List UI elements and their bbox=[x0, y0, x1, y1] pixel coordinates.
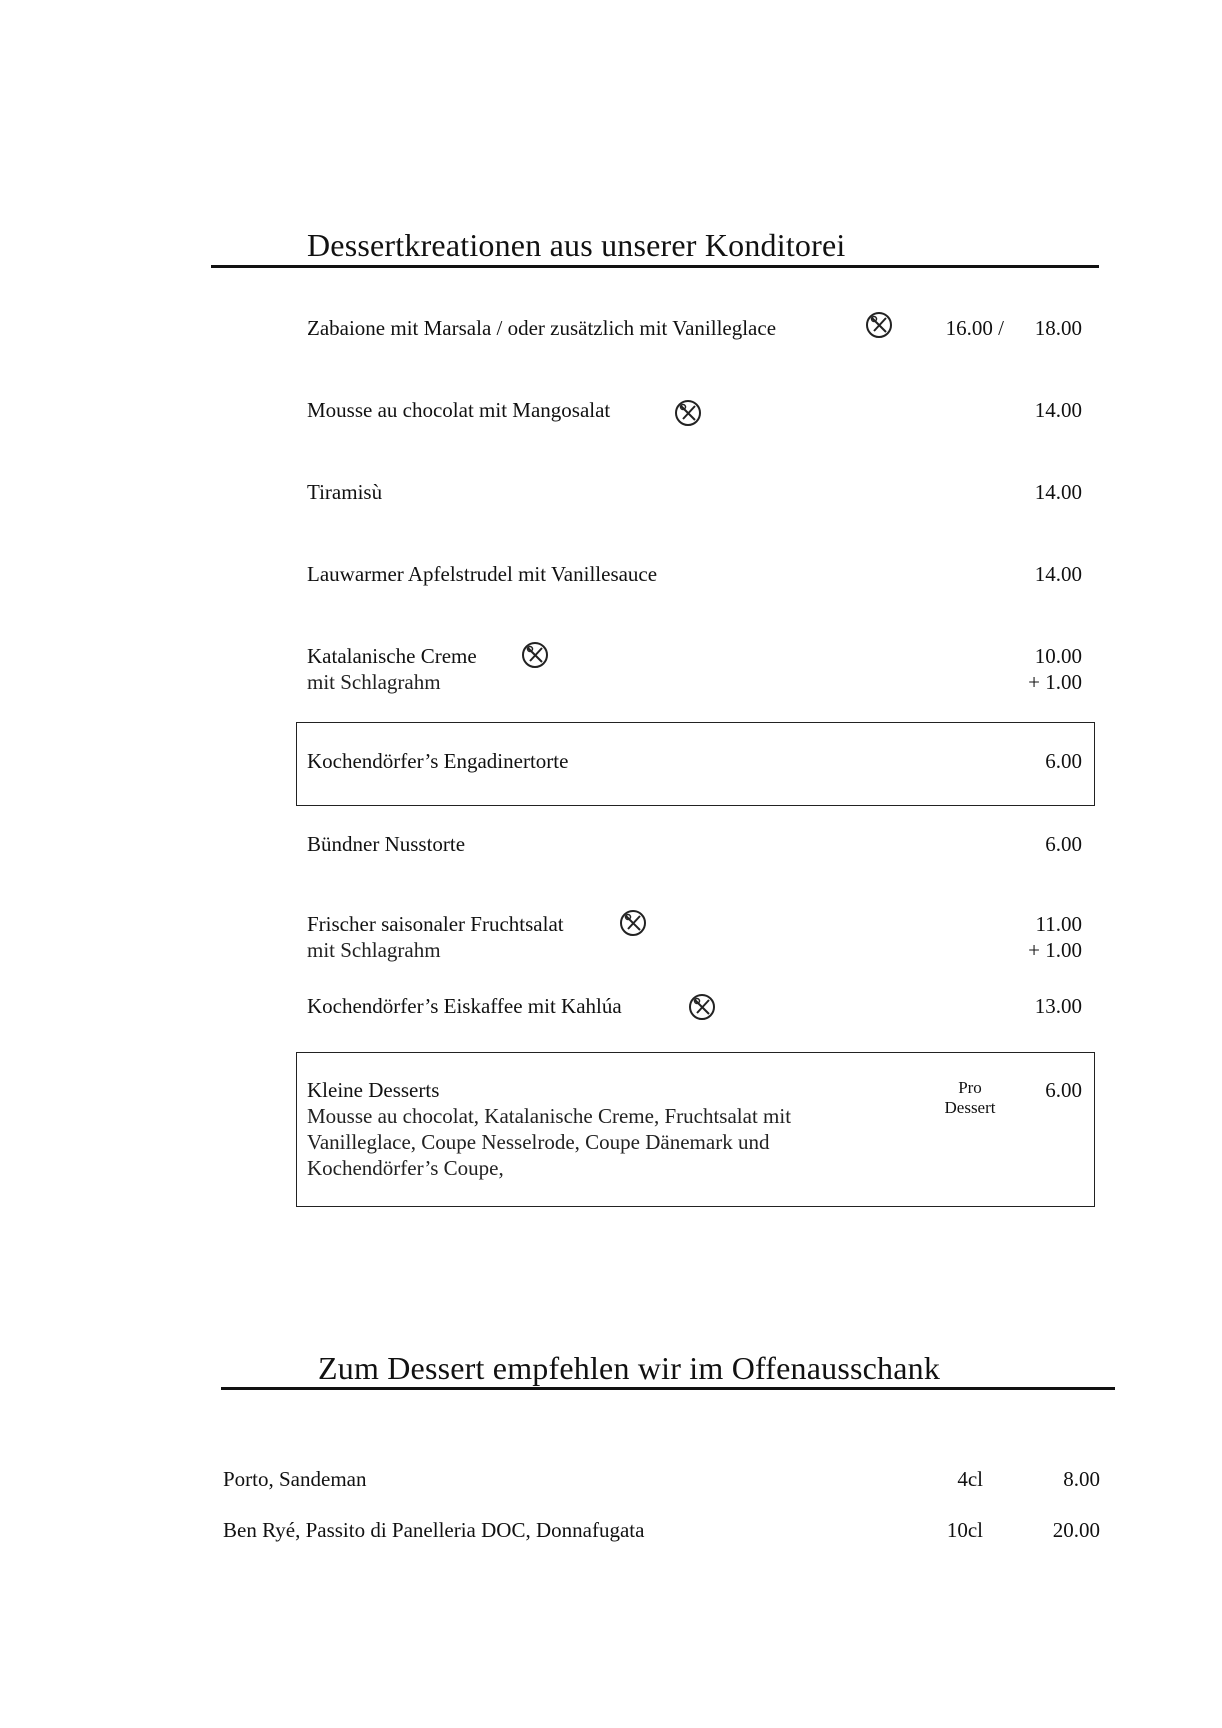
menu-item-extra: mit Schlagrahm bbox=[307, 938, 441, 962]
kleine-desserts-line: Mousse au chocolat, Katalanische Creme, Fruchtsalat mit bbox=[307, 1104, 792, 1128]
menu-item-price-single: 16.00 / bbox=[945, 316, 1004, 340]
kleine-desserts-price: 6.00 bbox=[1045, 1078, 1082, 1102]
menu-item-extra-price: + 1.00 bbox=[1028, 938, 1082, 962]
title-underline bbox=[211, 265, 1099, 268]
menu-item-price: 14.00 bbox=[1034, 480, 1082, 504]
menu-item-name: Kochendörfer’s Engadinertorte bbox=[307, 749, 569, 773]
no-alcohol-free-icon bbox=[687, 992, 717, 1022]
menu-item-name: Tiramisù bbox=[307, 480, 383, 504]
menu-item-price: 18.00 bbox=[1034, 316, 1082, 340]
no-alcohol-free-icon bbox=[618, 908, 648, 938]
drink-item-name: Ben Ryé, Passito di Panelleria DOC, Donnafugata bbox=[223, 1518, 645, 1542]
menu-item-price: 11.00 bbox=[1035, 912, 1082, 936]
drink-item-volume: 10cl bbox=[946, 1518, 983, 1542]
price-unit-label bbox=[930, 1078, 1010, 1118]
price-unit-line: Dessert bbox=[944, 1098, 996, 1117]
drink-item-price: 8.00 bbox=[1063, 1467, 1100, 1491]
drink-item-name: Porto, Sandeman bbox=[223, 1467, 367, 1491]
kleine-desserts-line: Vanilleglace, Coupe Nesselrode, Coupe Dänemark und bbox=[307, 1130, 770, 1154]
no-alcohol-free-icon bbox=[864, 310, 894, 340]
menu-item-price: 14.00 bbox=[1034, 562, 1082, 586]
kleine-desserts-line: Kochendörfer’s Coupe, bbox=[307, 1156, 504, 1180]
menu-item-name: Kochendörfer’s Eiskaffee mit Kahlúa bbox=[307, 994, 622, 1018]
kleine-desserts-title: Kleine Desserts bbox=[307, 1078, 440, 1102]
menu-item-name: Bündner Nusstorte bbox=[307, 832, 466, 856]
menu-item-price: 6.00 bbox=[1045, 832, 1082, 856]
menu-item-price: 10.00 bbox=[1034, 644, 1082, 668]
section-title-offenausschank: Zum Dessert empfehlen wir im Offenausschank bbox=[318, 1350, 941, 1386]
menu-item-price: 14.00 bbox=[1034, 398, 1082, 422]
menu-item-name: Zabaione mit Marsala / oder zusätzlich mit Vanilleglace bbox=[307, 316, 777, 340]
menu-item-price: 6.00 bbox=[1045, 749, 1082, 773]
menu-item-extra-price: + 1.00 bbox=[1028, 670, 1082, 694]
no-alcohol-free-icon bbox=[520, 640, 550, 670]
menu-item-extra: mit Schlagrahm bbox=[307, 670, 441, 694]
price-unit-line: Pro bbox=[958, 1078, 982, 1097]
menu-item-price: 13.00 bbox=[1034, 994, 1082, 1018]
menu-item-name: Mousse au chocolat mit Mangosalat bbox=[307, 398, 611, 422]
menu-item-name: Frischer saisonaler Fruchtsalat bbox=[307, 912, 564, 936]
no-alcohol-free-icon bbox=[673, 398, 703, 428]
section-title-desserts: Dessertkreationen aus unserer Konditorei bbox=[307, 227, 846, 263]
drink-item-price: 20.00 bbox=[1052, 1518, 1100, 1542]
title-underline bbox=[221, 1387, 1115, 1390]
menu-item-name: Katalanische Creme bbox=[307, 644, 477, 668]
menu-item-name: Lauwarmer Apfelstrudel mit Vanillesauce bbox=[307, 562, 658, 586]
drink-item-volume: 4cl bbox=[957, 1467, 983, 1491]
